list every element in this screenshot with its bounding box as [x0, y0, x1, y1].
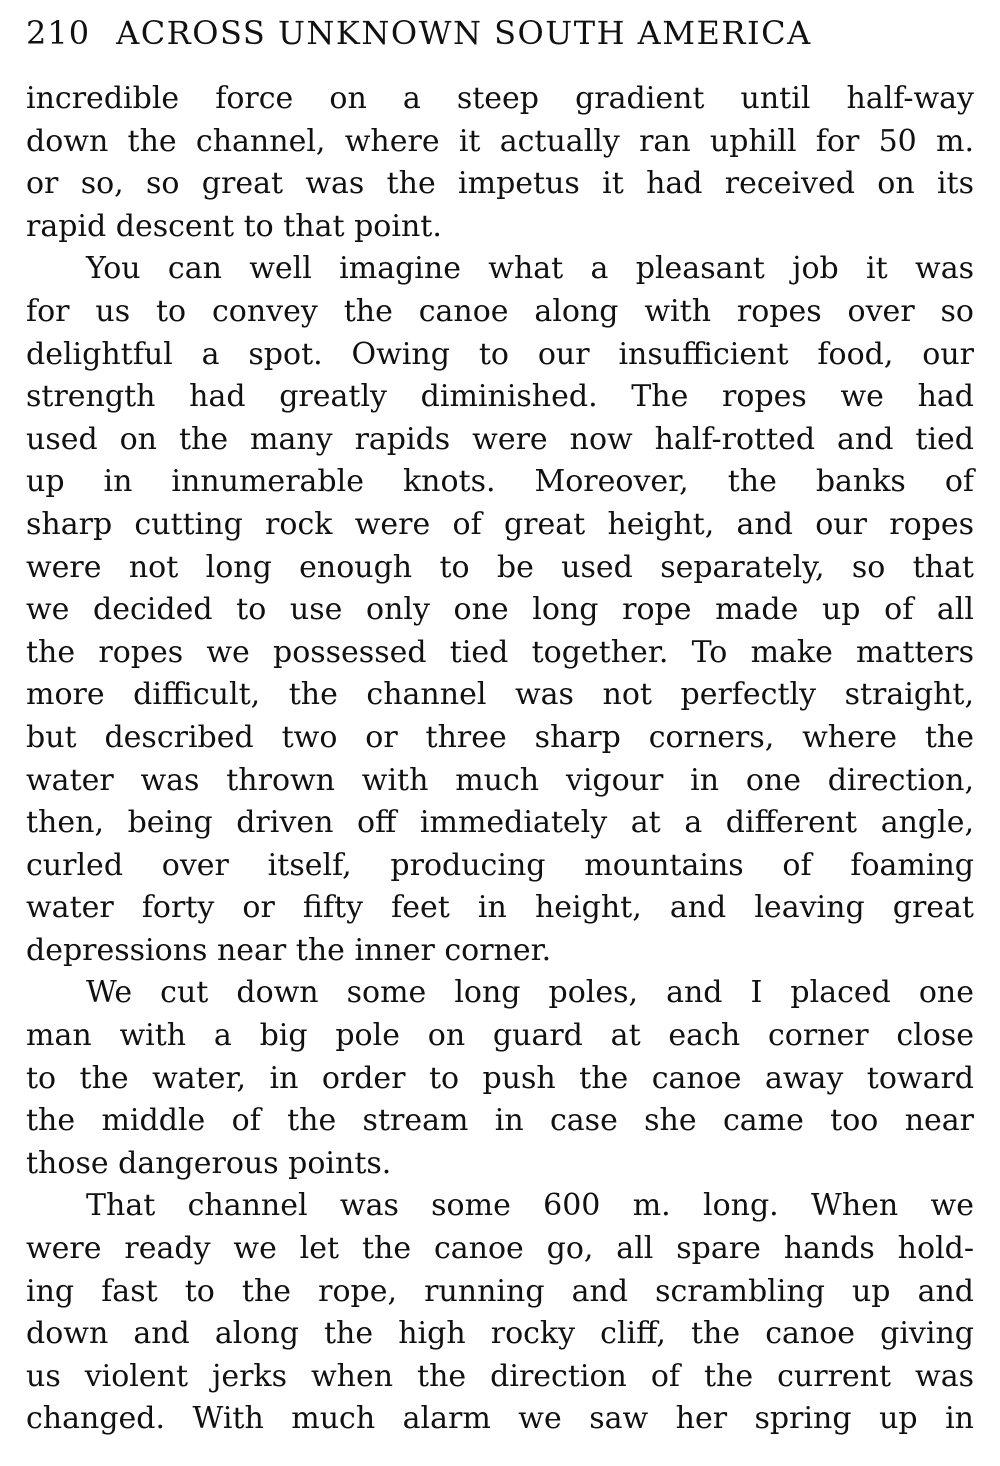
text-line: the middle of the stream in case she came too near [26, 1103, 974, 1139]
running-title: ACROSS UNKNOWN SOUTH AMERICA [116, 14, 812, 52]
text-line: those dangerous points. [26, 1145, 392, 1181]
page-number: 210 [26, 14, 91, 52]
paragraph-2 [26, 248, 974, 972]
text-line: were ready we let the canoe go, all spare hands hold- [26, 1231, 974, 1267]
text-line: delightful a spot. Owing to our insufficient food, our [26, 336, 974, 372]
book-page [26, 14, 974, 1441]
text-line: the ropes we possessed tied together. To make matters [26, 634, 974, 670]
text-line: we decided to use only one long rope made up of all [26, 592, 974, 628]
text-line: We cut down some long poles, and I placed one [86, 975, 974, 1011]
text-line: but described two or three sharp corners, where the [26, 719, 974, 755]
running-head [26, 14, 974, 60]
paragraph-4 [26, 1185, 974, 1441]
text-line: curled over itself, producing mountains of foaming [26, 847, 974, 883]
text-line: sharp cutting rock were of great height, and our ropes [26, 506, 974, 542]
body-text [26, 78, 974, 1441]
text-line: down and along the high rocky cliff, the canoe giving [26, 1316, 974, 1352]
text-line: for us to convey the canoe along with ropes over so [26, 293, 974, 329]
text-line: water was thrown with much vigour in one direction, [26, 762, 974, 798]
text-line: up in innumerable knots. Moreover, the banks of [26, 464, 974, 500]
text-line: to the water, in order to push the canoe away toward [26, 1060, 974, 1096]
text-line: That channel was some 600 m. long. When we [86, 1188, 974, 1224]
text-line: ing fast to the rope, running and scrambling up and [26, 1273, 974, 1309]
text-line: then, being driven off immediately at a different angle, [26, 805, 974, 841]
text-line: used on the many rapids were now half-rotted and tied [26, 421, 974, 457]
text-line: down the channel, where it actually ran uphill for 50 m. [26, 123, 974, 159]
text-line: man with a big pole on guard at each corner close [26, 1018, 974, 1054]
text-line: rapid descent to that point. [26, 208, 442, 244]
text-line: incredible force on a steep gradient until half-way [26, 81, 974, 116]
text-line: water forty or fifty feet in height, and leaving great [26, 890, 974, 926]
text-line: You can well imagine what a pleasant job it was [86, 251, 974, 287]
paragraph-1 [26, 78, 974, 248]
text-line: us violent jerks when the direction of the current was [26, 1358, 974, 1394]
paragraph-3 [26, 972, 974, 1185]
text-line: changed. With much alarm we saw her spring up in [26, 1401, 974, 1437]
text-line: or so, so great was the impetus it had received on its [26, 166, 974, 202]
text-line: depressions near the inner corner. [26, 932, 552, 968]
text-line: more difficult, the channel was not perfectly straight, [26, 677, 974, 713]
text-line: strength had greatly diminished. The ropes we had [26, 379, 974, 415]
text-line: were not long enough to be used separately, so that [26, 549, 974, 585]
